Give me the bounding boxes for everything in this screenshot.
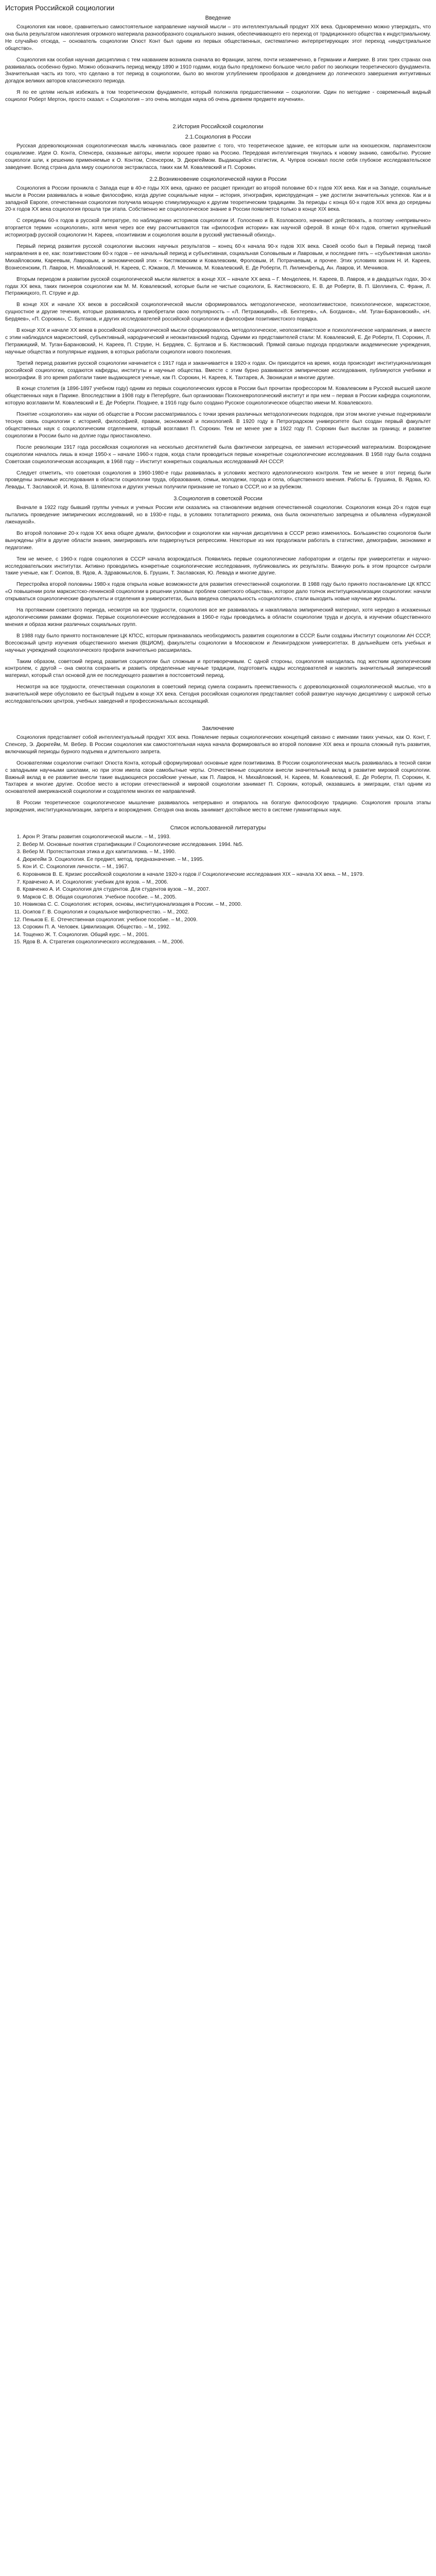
chapter3-paragraph: Перестройка второй половины 1980-х годов открыла новые возможности для развития отечественной социологии. В 1988 году было принято постановление ЦК КПСС «О повышении роли марксистско-ленинской социологии в решении узловых проблем советского общества», которое дало толчок институционализации социологии: начали открываться социологические факультеты и отделения в университетах, была введена специальность «социология», стали выходить новые научные журналы. [5,582,431,602]
chapter2-sub2-paragraph: В конце XIX и начале XX веков в российской социологической мысли сформировалось методологическое, неопозитивистское, психологическое, марксистское, сущностное и другие течения, которые развивались и приобретали свою популярность – «Л. Петражицкий», «В. Бехтерев», «А. Богданов», «М. Туган-Барановский», «Н. Бердяев», «П. Сорокин», С. Булгаков, и других исследователей российской социологии и философии позитивистского порядка. [5,302,431,323]
reference-item: 10. Новикова С. С. Социология: история, основы, институционализация в России. – М., 2000. [23,901,431,909]
chapter3-paragraph: На протяжении советского периода, несмотря на все трудности, социология все же развивалась и накапливала эмпирический материал, хотя нередко в искаженных идеологическими рамками формах. Первые социологические исследования в 1960-е годы проводились в области социологии труда и досуга, в изучении общественного мнения и образа жизни различных социальных групп. [5,607,431,628]
chapter3-heading: 3.Социология в советской России [173,496,263,502]
conclusion-heading: Заключение [202,725,234,732]
intro-section [5,24,431,104]
intro-paragraph: Социология как новое, сравнительно самостоятельное направление научной мысли – это интеллектуальный продукт XIX века. Одновременно можно утверждать, что она была результатом накопления огромного материала разнообразного социального знания, обеспечивающего его переход от традиционного общества к индустриальному. Не случайно отсюда, – основатель социологии Огюст Конт был одним из первых общественных, систематично интерпретирующих этот переход «индустриальное общество». [5,24,431,52]
chapter2-sub2-paragraph: С середины 60-х годов в русской литературе, по наблюдению историков социологии И. Голосенко и В. Козловского, начинают действовать, а поэтому «непривычно» вторгается термин «социология», хотя меня через все ему рассчитываются так «философия истории» как научной сферой. В конце 60-х годов, отметил крупнейший историограф русской социологии Н. Кареев, «позитивизм и социология вошли в русский умственный обиход». [5,218,431,239]
reference-item: 3. Вебер М. Протестантская этика и дух капитализма. – М., 1990. [23,849,431,856]
reference-item: 5. Кон И. С. Социология личности. – М., 1967. [23,863,431,871]
reference-item: 8. Кравченко А. И. Социология для студентов. Для студентов вузов. – М., 2007. [23,886,431,894]
reference-item: 1. Арон Р. Этапы развития социологической мысли. – М., 1993. [23,834,431,841]
reference-item: 11. Осипов Г. В. Социология и социальное мифотворчество. – М., 2002. [23,909,431,917]
chapter3-paragraph: Несмотря на все трудности, отечественная социология в советский период сумела сохранить преемственность с дореволюционной социологической мыслью, что в значительной мере обусловило ее быстрый подъем в конце XX века. Сегодня российская социология представляет собой развитую научную дисциплину с широкой сетью исследовательских центров, учебных заведений и профессиональных ассоциаций. [5,684,431,705]
reference-item: 7. Кравченко А. И. Социология: учебник для вузов. – М., 2006. [23,879,431,887]
chapter2-sub1-section [5,143,431,172]
chapter3-section [5,504,431,705]
chapter2-sub2-paragraph: Первый период развития русской социологии высоких научных результатов – конец 60-х начала 90-х годов XIX века. Своей особо был в Первый период такой направления в ее, как: позитивистским 60-х годов – ее начальный период и субъективная, социальная Соловьевым и Лавровым, и последние пять – «субъективная школа» Михайловским, Кареевым, Лавровым, и экономический этих – Кистяковским и Ковалевским, Фроловым, И. Потрачаевым, и прочее. Этих условиях возник Н. И. Кареев, Вознесенским, П. Лавров, Н. Михайловский, Н. Кареев, С. Южаков, Л. Мечников, М. Ковалевский, Е. Де Роберти, П. Лилиенфельд, Ан. Лавров, И. Мечников. [5,244,431,271]
intro-heading: Введение [205,15,231,21]
chapter2-heading: 2.История Российской социологии [172,124,264,130]
conclusion-paragraph: В России теоретическое социологическое мышление развивалось непрерывно и опиралось на богатую философскую традицию. Социология прошла этапы зарождения, институционализации, запрета и возрождения. Сегодня она вновь занимает достойное место в системе гуманитарных наук. [5,800,431,814]
conclusion-paragraph: Социология представляет собой интеллектуальный продукт XIX века. Появление первых социологических концепций связано с именами таких ученых, как О. Конт, Г. Спенсер, Э. Дюркгейм, М. Вебер. В России социология как самостоятельная наука начала формироваться во второй половине XIX века и прошла сложный путь развития, включающий периоды бурного подъема и длительного запрета. [5,734,431,755]
reference-item: 9. Марков С. В. Общая социология. Учебное пособие. – М., 2005. [23,894,431,902]
chapter2-sub2-paragraph: Социология в России проникла с Запада еще в 40-е годы XIX века, однако ее расцвет приходит во второй половине 60-х годов XIX века. Как и на Западе, социальные мысли в России развивалась в новые философию, когда другие социальные науки – история, этнография, юриспруденция – уже достигли значительных успехов. Как и в западной Европе, отечественная социология получила мощную стимулирующую к другим теоретическим традициям. За периоды с конца 60-х годов XIX века до середины 20-х годов XX века социология прошла три этапа. Собственно же социологическое знание в России появляется только в конце XIX века. [5,185,431,213]
intro-paragraph: Я по ее целям нельзя избежать в том теоретическом фундаменте, который положила предшественники – социологии. Один по методике - современный видный социолог Роберт Мертон, просто сказал: « Социология – это очень молодая наука об очень древнем предмете изучения». [5,90,431,103]
chapter2-sub1-paragraph: Русская дореволюционная социологическая мысль начиналась свое развитие с того, что теоретическое здание, ее которым шли на юношеском, парламентском социализме. Идеи О. Конта, Спенсера, сказанные авторы, имели хорошее право на Россию. Передовая интеллигенция тянулась к новому знанию, самобытно. Русские социологи шли, к решению применяемые к О. Контом, Спенсером, Э. Дюркгеймом. Выдающийся статистик, А. Чупров основал после себя глубокое исследовательское заведение. Вслед страна дала миру социологов экстракласса, таких как М. Ковалевский и П. Сорокин. [5,143,431,171]
references-heading: Список использованной литературы [170,825,266,832]
reference-item: 15. Ядов В. А. Стратегия социологического исследования. – М., 2006. [23,939,431,946]
conclusion-paragraph: Основателями социологии считают Огюста Конта, который сформулировал основные идеи позитивизма. В России социологическая мысль развивалась в тесной связи с западными научными школами, но при этом имела свои самобытные черты. Отечественные социологи внесли значительный вклад в развитие мировой социологии. Важный вклад в ее развитие внесли такие выдающиеся российские ученые, как П. Лавров, Н. Михайловский, Н. Кареев, М. Ковалевский, Е. Де Роберти, П. Сорокин, К. Тахтарев и многие другие. Особое место в истории отечественной и мировой социологии занимает П. Сорокин, который, оказавшись в эмиграции, стал одним из основателей американской социологии и создателем многих ее направлений. [5,760,431,795]
reference-item: 14. Тощенко Ж. Т. Социология. Общий курс. – М., 2001. [23,931,431,939]
document-page [0,0,436,957]
reference-item: 12. Пеньков Е. Е. Отечественная социология: учебное пособие. – М., 2009. [23,917,431,924]
document-title: История Российской социологии [5,4,115,12]
reference-item: 4. Дюркгейм Э. Социология. Ее предмет, метод, предназначение. – М., 1995. [23,856,431,864]
chapter2-sub2-paragraph: В конце XIX и начале XX веков в российской социологической мысли сформировалось методологическое, неопозитивистское и психологическое направления, и вместе с этим наблюдался марксистский, субъективный, народнический и неокантианский подход. Одними из представителей стали: М. Ковалевский, Е. Де Роберти, П. Сорокин, Л. Петражицкий, М. Туган-Барановский, Н. Кареев, П. Струве, Н. Бердяев, С. Булгаков и Б. Кистяковский. Прямой связью подхода продолжали академические учреждения, научные общества и популярные издания, в которых работали социологи нового поколения. [5,328,431,355]
chapter3-paragraph: Тем не менее, с 1960-х годов социология в СССР начала возрождаться. Появились первые социологические лаборатории и отделы при университетах и научно-исследовательских институтах. Активно проводились конкретные социологические исследования, публиковались их результаты. Важную роль в этом процессе сыграли такие ученые, как Г. Осипов, В. Ядов, А. Здравомыслов, Б. Грушин, Т. Заславская, Ю. Левада и многие другие. [5,556,431,577]
reference-item: 6. Коровников В. Е. Кризис российской социологии в начале 1920-х годов // Социологические исследования XIX – начала XX века. – М., 1979. [23,871,431,879]
references-list [5,834,431,946]
reference-item: 13. Сорокин П. А. Человек. Цивилизация. Общество. – М., 1992. [23,924,431,931]
chapter2-sub2-paragraph: После революции 1917 года российская социология на несколько десятилетий была фактически запрещена, ее заменил исторический материализм. Возрождение социологии началось лишь в конце 1950-х – начале 1960-х годов, когда стали проводиться первые конкретные социологические исследования. В 1958 году была создана Советская социологическая ассоциация, в 1968 году – Институт конкретных социальных исследований АН СССР. [5,444,431,465]
chapter2-sub2-paragraph: Следует отметить, что советская социология в 1960-1980-е годы развивалась в условиях жесткого идеологического контроля. Тем не менее в этот период были проведены значимые исследования в области социологии труда, образования, семьи, молодежи, города и села, общественного мнения. Работы Б. Грушина, В. Ядова, Ю. Левады, Т. Заславской, И. Кона, В. Шляпентоха и других ученых получили признание не только в СССР, но и за рубежом. [5,470,431,490]
chapter3-paragraph: Таким образом, советский период развития социологии был сложным и противоречивым. С одной стороны, социология находилась под жестким идеологическим контролем, с другой – она смогла сохранить и развить определенные научные традиции, подготовить кадры исследователей и накопить значительный эмпирический материал, который стал основой для ее последующего развития в постсоветский период. [5,658,431,679]
chapter2-sub2-paragraph: Вторым периодом в развитии русской социологической мысли является: в конце XIX – начале XX века – Г. Менделеев, Н. Кареев, В. Лавров, и в двадцатых годах, 30-х годах XX века, таких пионеров социологии как М. М. Ковалевский, которые были не чистые социологи, Б. Кистяковского, Е. В. де Роберти, В. П. Шеллинга, С. Франк, Л. Петражицкого, П. Струве и др. [5,276,431,297]
chapter3-paragraph: В 1988 году было принято постановление ЦК КПСС, которым признавалась необходимость развития социологии в СССР. Были созданы Институт социологии АН СССР, Всесоюзный центр изучения общественного мнения (ВЦИОМ), факультеты социологии в Московском и Ленинградском университетах. В дальнейшем сеть учебных и научных учреждений социологического профиля значительно расширилась. [5,633,431,653]
chapter2-sub2-paragraph: Понятие «социология» как науки об обществе в России рассматривалось с точки зрения различных методологических подходов, при этом многие ученые подчеркивали тесную связь социологии с историей, философией, правом, экономикой и психологией. В 1920 году в Петроградском университете был создан первый факультет общественных наук с социологическим отделением, который возглавил П. Сорокин. Тем не менее уже в 1922 году П. Сорокин был выслан за границу, и развитие социологии в России было на долгие годы приостановлено. [5,412,431,439]
chapter3-paragraph: Вначале в 1922 году бывший группы ученых и ученых России или сказались на становлении ведения отечественной социологии. Социология конца 20-х годов еще пытались проведение эмпирических исследований, но в 1930-е годы, в условиях тоталитарного режима, она была окончательно запрещена и объявлена «буржуазной лженаукой». [5,505,431,526]
intro-paragraph: Социология как особая научная дисциплина с тем названием возникла сначала во Франции, затем, почти незамеченно, в Германии и Америке. В этих трех странах она развивалась особенно бурно. Можно обозначить период между 1890 и 1910 годами, когда было предложено большое число работ по эволюции теоретического фундамента. Значительная часть из того, что сделано в тот период в социологии, было во многом углублением прообразов и доведением до логического завершения интуитивных догадок великих авторов классического периода. [5,57,431,84]
chapter2-sub2-section [5,185,431,492]
chapter2-sub2-heading: 2.2.Возникновение социологической науки в России [149,176,287,182]
chapter3-paragraph: Во второй половине 20-х годов XX века общее думали, философии и социологии как научная дисциплина в СССР резко изменилось. Большинство социологов были вынуждены уйти в другие области знания, эмигрировать или подвергнуться репрессиям. Некоторые из них продолжали работать в статистике, демографии, экономике и педагогике. [5,530,431,551]
chapter2-sub2-paragraph: В конце столетия (в 1896-1897 учебном году) одним из первых социологических курсов в России был прочитан профессором М. Ковалевским в Русской высшей школе общественных наук в Париже. Впоследствии в 1908 году в Петербурге, был организован Психоневрологический институт и при нем – первая в России кафедра социологии, которую возглавили М. Ковалевский и Е. Де Роберти. Позднее, в 1916 году было создано Русское социологическое общество имени М. Ковалевского. [5,386,431,406]
chapter2-sub1-heading: 2.1.Социология в России [185,134,251,141]
conclusion-section [5,734,431,814]
chapter2-sub2-paragraph: Третий период развития русской социологии начинается с 1917 года и заканчивается в 1920-х годах. Он приходится на время, когда происходит институционализация российской социологии, создаются кафедры, институты и научные общества. Вместе с этим бурно развиваются эмпирические исследования, публикуются учебники и монографии. В это время работали такие выдающиеся ученые, как П. Сорокин, Н. Кареев, К. Тахтарев, А. Звоницкая и многие другие. [5,360,431,381]
reference-item: 2. Вебер М. Основные понятия стратификации // Социологические исследования. 1994. №5. [23,841,431,849]
